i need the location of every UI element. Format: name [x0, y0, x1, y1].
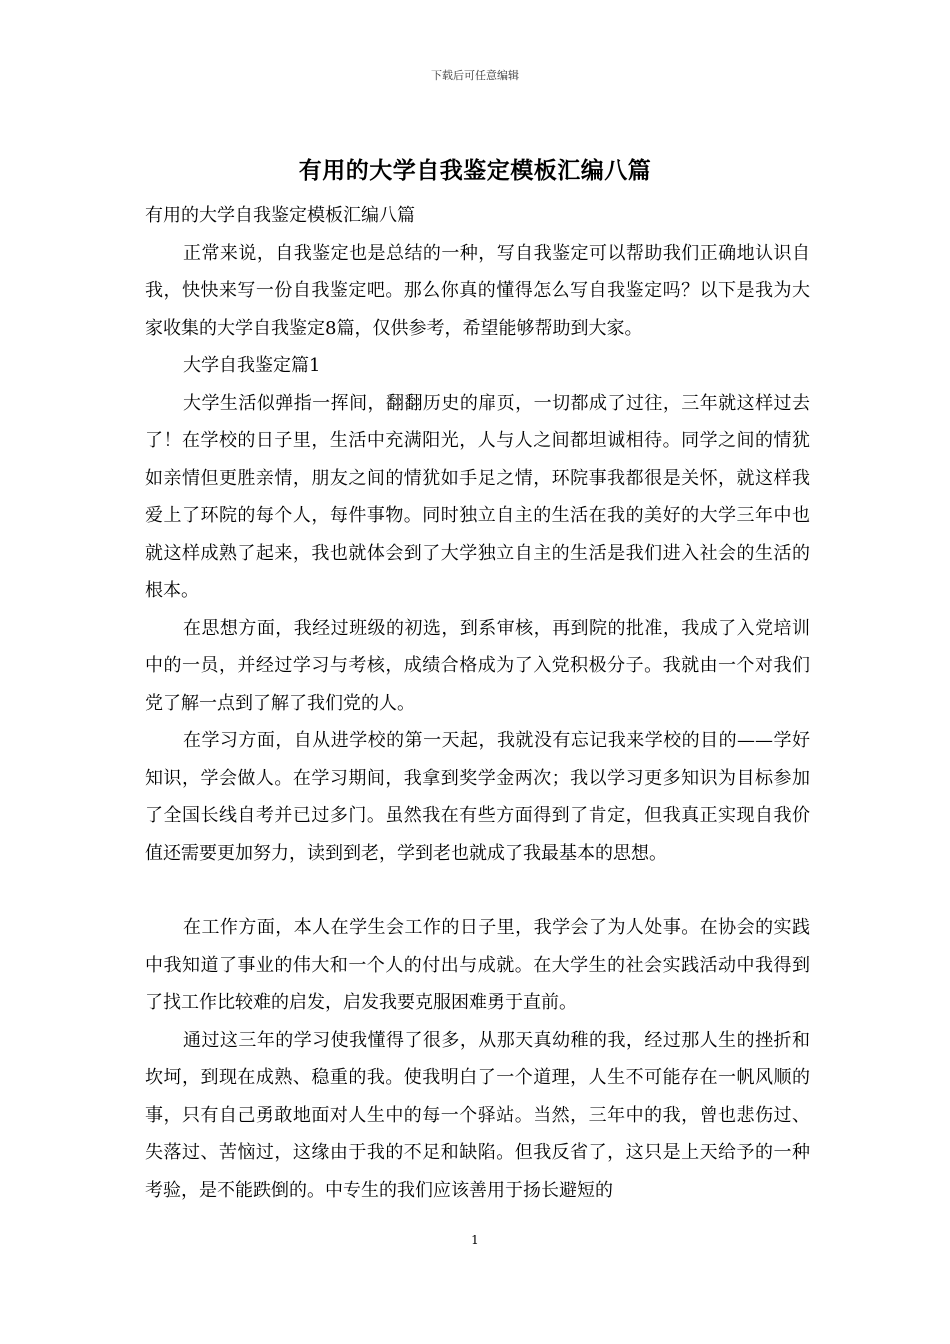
page-number: 1: [471, 1233, 479, 1247]
document-body: [145, 197, 810, 1209]
paragraph-life: 大学生活似弹指一挥间，翻翻历史的扉页，一切都成了过往，三年就这样过去了！在学校的日子里，生活中充满阳光，人与人之间都坦诚相待。同学之间的情犹如亲情但更胜亲情，朋友之间的情犹如手足之情，环院事我都很是关怀，就这样我爱上了环院的每个人，每件事物。同时独立自主的生活在我的美好的大学三年中也就这样成熟了起来，我也就体会到了大学独立自主的生活是我们进入社会的生活的根本。: [145, 392, 810, 601]
paragraph-reflection: 通过这三年的学习使我懂得了很多，从那天真幼稚的我，经过那人生的挫折和坎坷，到现在成熟、稳重的我。使我明白了一个道理，人生不可能存在一帆风顺的事，只有自己勇敢地面对人生中的每一个驿站。当然，三年中的我，曾也悲伤过、失落过、苦恼过，这缘由于我的不足和缺陷。但我反省了，这只是上天给予的一种考验，是不能跌倒的。中专生的我们应该善用于扬长避短的: [145, 1029, 810, 1201]
paragraph-work: 在工作方面，本人在学生会工作的日子里，我学会了为人处事。在协会的实践中我知道了事业的伟大和一个人的付出与成就。在大学生的社会实践活动中我得到了找工作比较难的启发，启发我要克服困难勇于直前。: [145, 917, 810, 1013]
section-heading: 大学自我鉴定篇1: [183, 355, 321, 376]
header-note: 下载后可任意编辑: [431, 69, 519, 82]
document-title: 有用的大学自我鉴定模板汇编八篇: [298, 157, 652, 184]
paragraph-intro: 正常来说，自我鉴定也是总结的一种，写自我鉴定可以帮助我们正确地认识自我，快快来写一份自我鉴定吧。那么你真的懂得怎么写自我鉴定吗？以下是我为大家收集的大学自我鉴定8篇，仅供参考，希望能够帮助到大家。: [145, 242, 810, 339]
paragraph-thought: 在思想方面，我经过班级的初选，到系审核，再到院的批准，我成了入党培训中的一员，并经过学习与考核，成绩合格成为了入党积极分子。我就由一个对我们党了解一点到了解了我们党的人。: [145, 617, 810, 714]
document-subtitle: 有用的大学自我鉴定模板汇编八篇: [145, 205, 415, 226]
paragraph-study: 在学习方面，自从进学校的第一天起，我就没有忘记我来学校的目的——学好知识，学会做人。在学习期间，我拿到奖学金两次；我以学习更多知识为目标参加了全国长线自考并已过多门。虽然我在有些方面得到了肯定，但我真正实现自我价值还需要更加努力，读到到老，学到老也就成了我最基本的思想。: [145, 730, 810, 864]
